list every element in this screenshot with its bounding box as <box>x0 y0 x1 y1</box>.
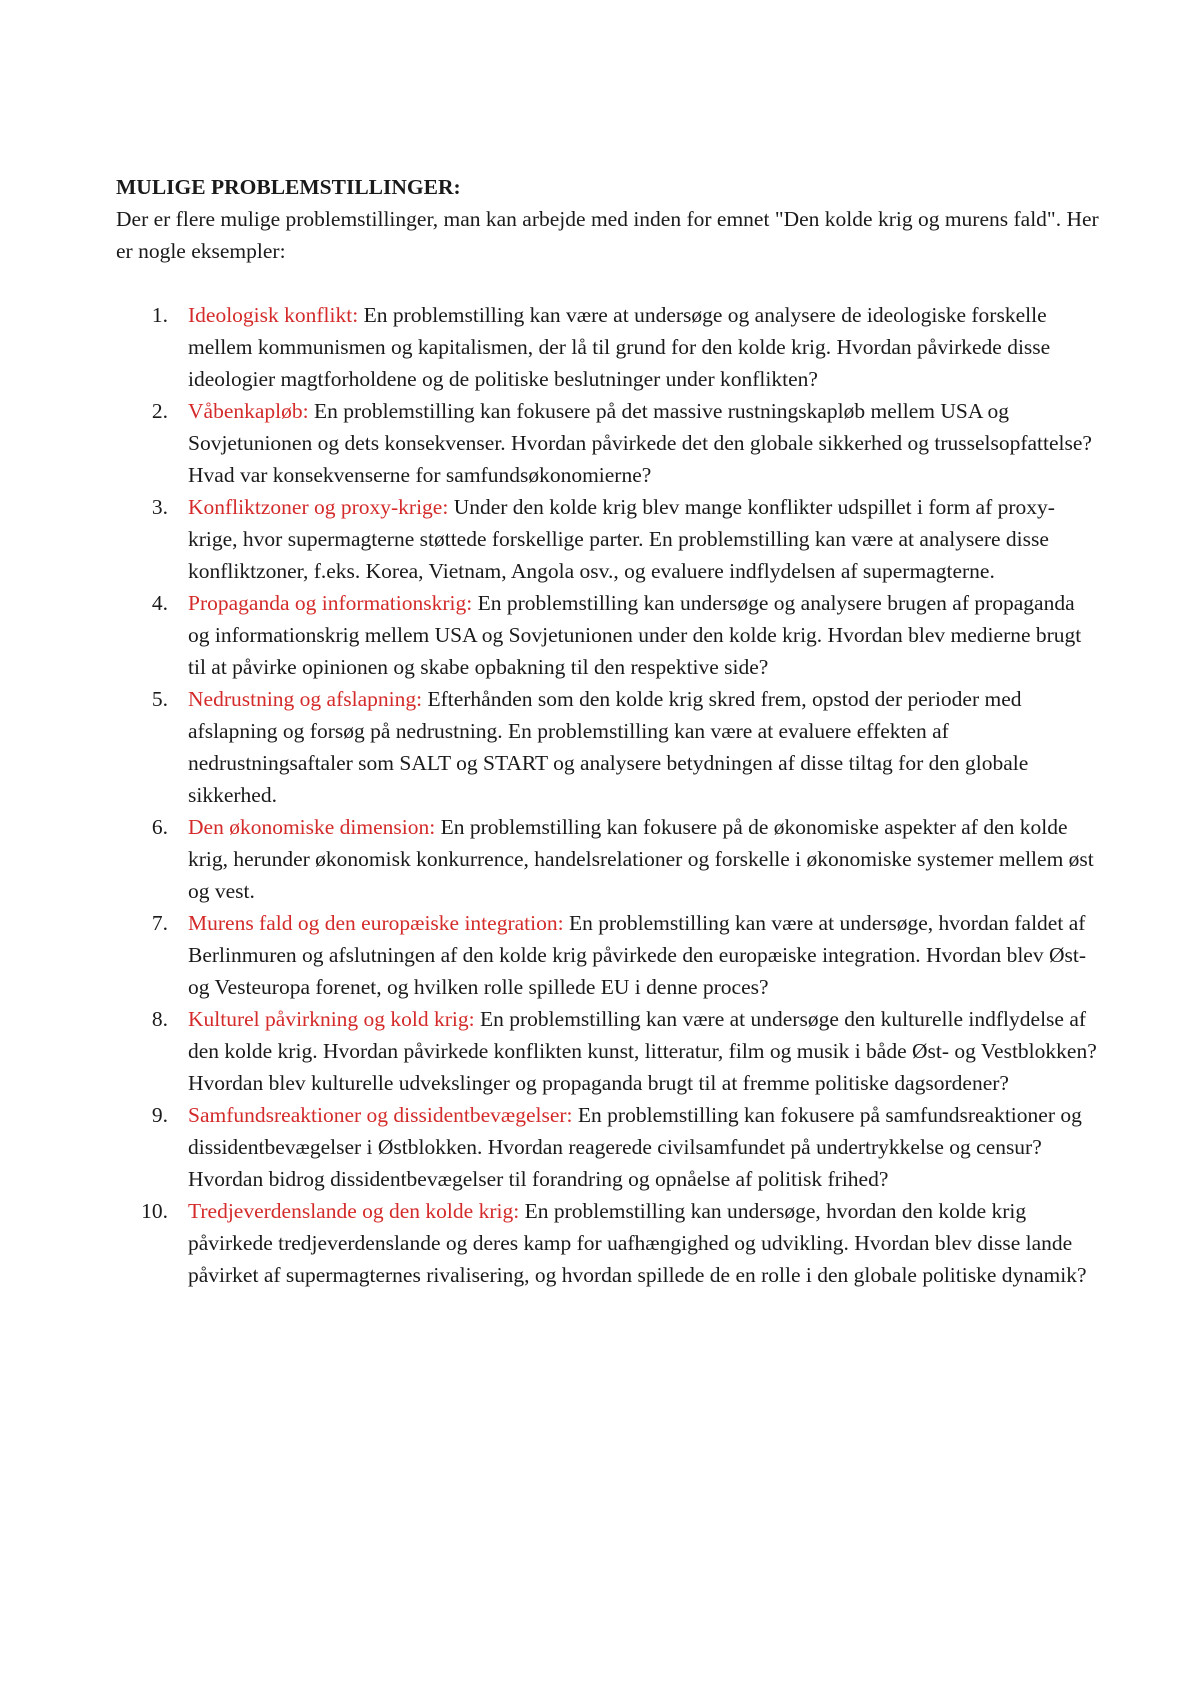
list-item-number: 9. <box>151 1103 168 1127</box>
list-item-number: 1. <box>151 303 168 327</box>
list-item-text: En problemstilling kan fokusere på samfundsreaktioner og dissidentbevægelser i Østblokken. Hvordan reagerede civilsamfundet på undertrykkelse og censur? Hvordan bidrog dissidentbevægelser til forandring og opnåelse af politisk frihed? <box>188 1103 1082 1191</box>
list-item <box>116 491 1101 587</box>
list-item <box>116 395 1101 491</box>
list-item-text: En problemstilling kan være at undersøge, hvordan faldet af Berlinmuren og afslutningen af den kolde krig påvirkede den europæiske integration. Hvordan blev Øst- og Vesteuropa forenet, og hvilken rolle spillede EU i denne proces? <box>188 911 1086 999</box>
list-item <box>116 1195 1101 1291</box>
page-title: MULIGE PROBLEMSTILLINGER: <box>116 175 461 199</box>
list-item-text: En problemstilling kan være at undersøge den kulturelle indflydelse af den kolde krig. Hvordan påvirkede konflikten kunst, litteratur, film og musik i både Øst- og Vestblokken? Hvordan blev kulturelle udvekslinger og propaganda brugt til at fremme politiske dagsordener? <box>188 1007 1097 1095</box>
list-item-term: Nedrustning og afslapning: <box>188 687 423 711</box>
list-item-text: En problemstilling kan undersøge, hvordan den kolde krig påvirkede tredjeverdenslande og deres kamp for uafhængighed og udvikling. Hvordan blev disse lande påvirket af supermagternes rivalisering, og hvordan spillede de en rolle i den globale politiske dynamik? <box>188 1199 1087 1287</box>
list-item-number: 5. <box>151 687 168 711</box>
list-item <box>116 299 1101 395</box>
list-item-text: Efterhånden som den kolde krig skred frem, opstod der perioder med afslapning og forsøg på nedrustning. En problemstilling kan være at evaluere effekten af nedrustningsaftaler som SALT og START og analysere betydningen af disse tiltag for den globale sikkerhed. <box>188 687 1029 807</box>
list-item-text: En problemstilling kan være at undersøge og analysere de ideologiske forskelle mellem kommunismen og kapitalismen, der lå til grund for den kolde krig. Hvordan påvirkede disse ideologier magtforholdene og de politiske beslutninger under konflikten? <box>188 303 1051 391</box>
list-item-number: 3. <box>151 495 168 519</box>
list-item-term: Murens fald og den europæiske integration: <box>188 911 564 935</box>
document-body <box>116 171 1101 1291</box>
list-item-number: 4. <box>151 591 168 615</box>
list-item <box>116 1099 1101 1195</box>
list-item-term: Propaganda og informationskrig: <box>188 591 473 615</box>
list-item-text: En problemstilling kan fokusere på det massive rustningskapløb mellem USA og Sovjetunionen og dets konsekvenser. Hvordan påvirkede det den globale sikkerhed og trusselsopfattelse? Hvad var konsekvenserne for samfundsøkonomierne? <box>188 399 1092 487</box>
list-item-number: 2. <box>151 399 168 423</box>
list-item-term: Den økonomiske dimension: <box>188 815 436 839</box>
list-item-number: 7. <box>151 911 168 935</box>
list-item-term: Tredjeverdenslande og den kolde krig: <box>188 1199 520 1223</box>
list-item <box>116 907 1101 1003</box>
list-item <box>116 683 1101 811</box>
list-item-term: Kulturel påvirkning og kold krig: <box>188 1007 475 1031</box>
paragraph-spacer <box>116 267 1101 299</box>
list-item-number: 6. <box>151 815 168 839</box>
list-item-number: 8. <box>151 1007 168 1031</box>
problem-list <box>116 299 1101 1291</box>
list-item-term: Ideologisk konflikt: <box>188 303 359 327</box>
list-item <box>116 1003 1101 1099</box>
list-item-text: En problemstilling kan undersøge og analysere brugen af propaganda og informationskrig mellem USA og Sovjetunionen under den kolde krig. Hvordan blev medierne brugt til at påvirke opinionen og skabe opbakning til den respektive side? <box>188 591 1082 679</box>
list-item-text: En problemstilling kan fokusere på de økonomiske aspekter af den kolde krig, herunder økonomisk konkurrence, handelsrelationer og forskelle i økonomiske systemer mellem øst og vest. <box>188 815 1094 903</box>
list-item <box>116 587 1101 683</box>
intro-paragraph: Der er flere mulige problemstillinger, man kan arbejde med inden for emnet "Den kolde krig og murens fald". Her er nogle eksempler: <box>116 207 1099 263</box>
list-item-number: 10. <box>141 1199 168 1223</box>
list-item-term: Våbenkapløb: <box>188 399 309 423</box>
list-item-term: Samfundsreaktioner og dissidentbevægelser: <box>188 1103 573 1127</box>
list-item <box>116 811 1101 907</box>
list-item-term: Konfliktzoner og proxy-krige: <box>188 495 449 519</box>
list-item-text: Under den kolde krig blev mange konflikter udspillet i form af proxy-krige, hvor supermagterne støttede forskellige parter. En problemstilling kan være at analysere disse konfliktzoner, f.eks. Korea, Vietnam, Angola osv., og evaluere indflydelsen af supermagterne. <box>188 495 1055 583</box>
